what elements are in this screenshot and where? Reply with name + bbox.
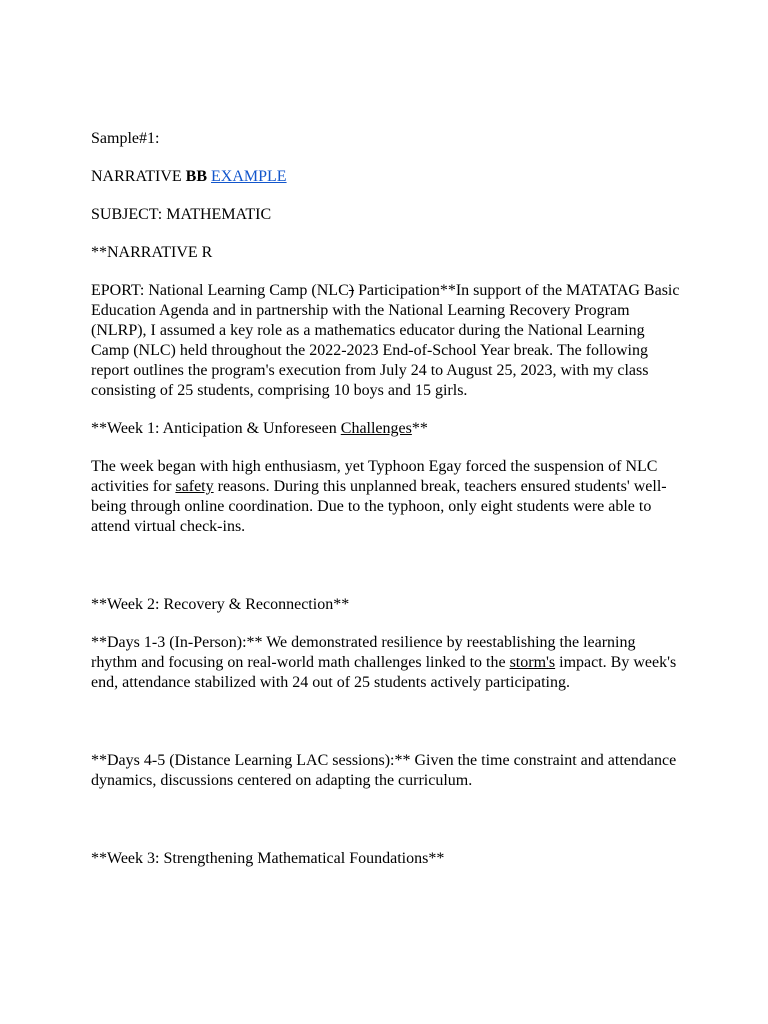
week1-heading-underlined: Challenges [340,420,412,437]
week1-heading-end: ** [411,420,428,437]
week3-heading: **Week 3: Strengthening Mathematical Foundations** [91,850,445,867]
week1-body [91,457,681,537]
week1-body-start: The week began with high enthusiasm, yet Typhoon Egay forced the suspension of NLC activities for [91,458,658,495]
report-text-start: EPORT: National Learning Camp (NLC [91,282,349,299]
narrative-heading: **NARRATIVE R [91,244,213,261]
week1-heading [91,419,681,439]
days13-start: **Days 1-3 (In-Person):** We demonstrated resilience by reestablishing the learning rhythm and focusing on real-world math challenges linked to the [91,634,636,671]
example-link[interactable]: EXAMPLE [211,168,287,185]
report-struck-text: ) [348,282,355,299]
report-paragraph [91,281,681,401]
document-body [91,129,681,887]
week2-heading: **Week 2: Recovery & Reconnection** [91,596,350,613]
days-1-3-paragraph [91,633,681,693]
days-4-5-paragraph: **Days 4-5 (Distance Learning LAC sessions):** Given the time constraint and attendance dynamics, discussions centered on adapting the curriculum. [91,752,677,789]
week1-body-rest: reasons. During this unplanned break, teachers ensured students' well-being through online coordination. Due to the typhoon, only eight students were able to attend virtual check-ins. [91,478,667,535]
document-title [91,167,681,187]
subject-line: SUBJECT: MATHEMATIC [91,206,272,223]
title-prefix: NARRATIVE [91,168,182,185]
days13-underlined: storm's [509,654,556,671]
sample-label: Sample#1: [91,130,160,147]
days13-rest: impact. By week's end, attendance stabilized with 24 out of 25 students actively participating. [91,654,677,691]
week1-heading-start: **Week 1: Anticipation & Unforeseen [91,420,341,437]
report-text-rest: Participation**In support of the MATATAG Basic Education Agenda and in partnership with the National Learning Recovery Program (NLRP), I assumed a key role as a mathematics educator during the National Learning Camp (NLC) held throughout the 2022-2023 End-of-School Year break. The following report outlines the program's execution from July 24 to August 25, 2023, with my class consisting of 25 students, comprising 10 boys and 15 girls. [91,282,680,399]
title-bold: BB [185,168,208,185]
week1-body-underlined: safety [175,478,214,495]
